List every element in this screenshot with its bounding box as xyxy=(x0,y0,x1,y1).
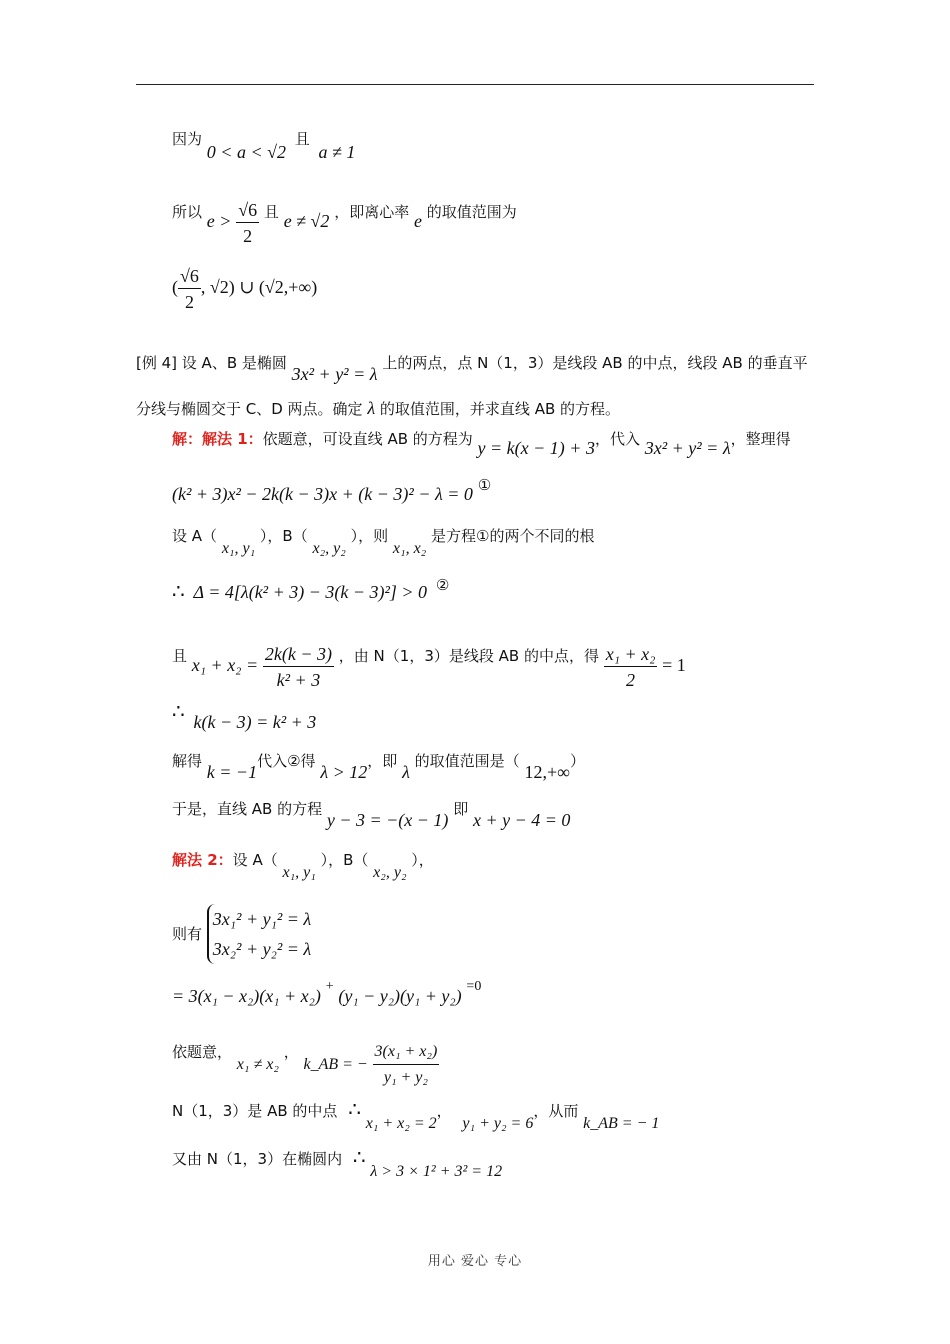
system-eq-2: 3x₂² + y₂² = λ xyxy=(212,939,312,959)
math: x₂, y₂ xyxy=(312,540,346,557)
math: ( xyxy=(172,277,178,297)
fraction xyxy=(178,266,201,312)
system-of-equations xyxy=(172,904,311,964)
text: [例 4] 设 A、B 是椭圆 xyxy=(136,354,287,372)
math: x₁, y₁ xyxy=(282,864,316,881)
math: λ > 3 × 1² + 3² = 12 xyxy=(370,1163,503,1180)
text: ）， xyxy=(411,851,434,869)
page-footer: 用心 爱心 专心 xyxy=(427,1254,523,1269)
numerator: √6 xyxy=(178,266,201,289)
line-inside-ellipse xyxy=(172,1147,503,1180)
text: 所以 xyxy=(172,203,203,221)
text: 于是，直线 AB 的方程 xyxy=(172,800,323,818)
math: k_AB = − xyxy=(303,1056,368,1073)
math: x₁, y₁ xyxy=(221,540,256,557)
therefore-symbol: ∴ xyxy=(172,701,185,723)
text: ，从而 xyxy=(533,1102,579,1120)
numerator: √6 xyxy=(236,200,259,223)
denominator: 2 xyxy=(243,226,253,246)
math: x₁, x₂ xyxy=(392,540,427,557)
math: k(k − 3) = k² + 3 xyxy=(193,712,317,732)
equals-zero: =0 xyxy=(466,979,482,994)
text: ），B（ xyxy=(320,851,369,869)
text: ） xyxy=(569,752,585,770)
fraction xyxy=(263,644,334,690)
equation-system xyxy=(207,904,311,964)
solution-label: 解法 2： xyxy=(172,851,233,869)
text: 的取值范围为 xyxy=(426,203,517,221)
equation-3 xyxy=(172,701,317,732)
example-4-line1 xyxy=(136,352,808,384)
text: N（1，3）是 AB 的中点 xyxy=(172,1102,338,1120)
text: ，代入 xyxy=(594,430,640,448)
math: e xyxy=(414,211,423,231)
text: 依题意， xyxy=(172,1043,233,1061)
math: λ > 12 xyxy=(320,762,368,782)
math: x₁ ≠ x₂ xyxy=(236,1056,279,1073)
line-midpoint xyxy=(172,1099,660,1132)
text: 分线与椭圆交于 C、D 两点。确定 xyxy=(136,400,363,418)
plus-sign: + xyxy=(325,979,334,994)
text: 的取值范围是（ xyxy=(414,752,520,770)
text: 是方程①的两个不同的根 xyxy=(431,527,595,545)
math: k_AB = − 1 xyxy=(583,1115,660,1132)
therefore-symbol: ∴ xyxy=(352,1147,366,1169)
text: 的取值范围，并求直线 AB 的方程。 xyxy=(379,400,621,418)
denominator: 2 xyxy=(184,292,194,312)
line-ab-equation xyxy=(172,798,571,830)
text: 且 xyxy=(294,130,310,148)
equation-1 xyxy=(172,476,492,505)
text: ，即离心率 xyxy=(334,203,410,221)
denominator: y₁ + y₂ xyxy=(383,1069,428,1086)
line-slope xyxy=(172,1030,439,1086)
system-eq-1: 3x₁² + y₁² = λ xyxy=(212,909,312,929)
math: 0 < a < √2 xyxy=(206,142,286,162)
denominator: k² + 3 xyxy=(276,670,321,690)
math: 3x² + y² = λ xyxy=(291,364,378,384)
math: e > xyxy=(206,211,232,231)
math: λ xyxy=(402,762,410,782)
solution-label: 解：解法 1： xyxy=(172,430,263,448)
math: y − 3 = −(x − 1) xyxy=(326,810,449,830)
numerator: 3(x₁ + x₂) xyxy=(373,1042,440,1065)
text: 则有 xyxy=(172,925,203,943)
text: ， xyxy=(436,1102,452,1120)
solution-2-intro xyxy=(172,850,434,881)
math: x₁ + x₂ = 2 xyxy=(365,1115,437,1132)
text: ，由 N（1，3）是线段 AB 的中点，得 xyxy=(338,647,599,665)
math: a ≠ 1 xyxy=(318,142,356,162)
math: y = k(x − 1) + 3 xyxy=(477,438,595,458)
math: y₁ + y₂ = 6 xyxy=(462,1115,534,1132)
math: x₁ + x₂ = xyxy=(191,655,259,675)
fraction xyxy=(373,1042,440,1088)
math: λ xyxy=(367,398,376,418)
math: (y₁ − y₂)(y₁ + y₂) xyxy=(338,986,462,1006)
equation-2 xyxy=(172,576,450,603)
circled-1: ① xyxy=(477,476,492,494)
math: x + y − 4 = 0 xyxy=(473,810,571,830)
header-rule xyxy=(136,84,814,85)
text: ），B（ xyxy=(259,527,308,545)
math: , √2) ∪ (√2,+∞) xyxy=(200,277,318,297)
example-4-line2 xyxy=(136,398,620,419)
text: 又由 N（1，3）在椭圆内 xyxy=(172,1150,343,1168)
fraction xyxy=(604,644,658,690)
math: (k² + 3)x² − 2k(k − 3)x + (k − 3)² − λ = 0 xyxy=(172,484,473,504)
text: 设 A（ xyxy=(172,527,218,545)
text: 代入②得 xyxy=(257,752,316,770)
text: 解得 xyxy=(172,752,203,770)
text: ，即 xyxy=(367,752,398,770)
line-so xyxy=(172,190,517,246)
math: 12,+∞ xyxy=(524,762,570,782)
text: ，整理得 xyxy=(730,430,791,448)
math: 3x² + y² = λ xyxy=(644,438,731,458)
math: = 1 xyxy=(662,655,686,675)
line-solve xyxy=(172,750,585,782)
math: x₂, y₂ xyxy=(373,864,407,881)
line-set-ab xyxy=(172,526,595,557)
text: ， xyxy=(283,1043,299,1061)
line-and-sum xyxy=(172,634,686,690)
line-because xyxy=(172,128,356,162)
therefore-symbol: ∴ xyxy=(348,1099,361,1121)
math: e ≠ √2 xyxy=(283,211,330,231)
text: 且 xyxy=(263,203,279,221)
text: ），则 xyxy=(350,527,389,545)
numerator: x₁ + x₂ xyxy=(604,644,658,667)
text: 上的两点，点 N（1，3）是线段 AB 的中点，线段 AB 的垂直平 xyxy=(382,354,808,372)
text: 依题意，可设直线 AB 的方程为 xyxy=(262,430,473,448)
line-interval xyxy=(172,266,317,312)
math: Δ = 4[λ(k² + 3) − 3(k − 3)²] > 0 xyxy=(193,582,428,602)
text: 设 A（ xyxy=(232,851,278,869)
text: 且 xyxy=(172,647,188,665)
text: 即 xyxy=(453,800,469,818)
math: = 3(x₁ − x₂)(x₁ + x₂) xyxy=(172,986,321,1006)
math: k = −1 xyxy=(206,762,258,782)
fraction xyxy=(236,200,259,246)
circled-2: ② xyxy=(435,576,450,594)
therefore-symbol: ∴ xyxy=(172,581,185,603)
text: 因为 xyxy=(172,130,203,148)
difference-equation xyxy=(172,974,482,1006)
numerator: 2k(k − 3) xyxy=(263,644,334,667)
denominator: 2 xyxy=(626,670,636,690)
solution-1-intro xyxy=(172,428,791,458)
